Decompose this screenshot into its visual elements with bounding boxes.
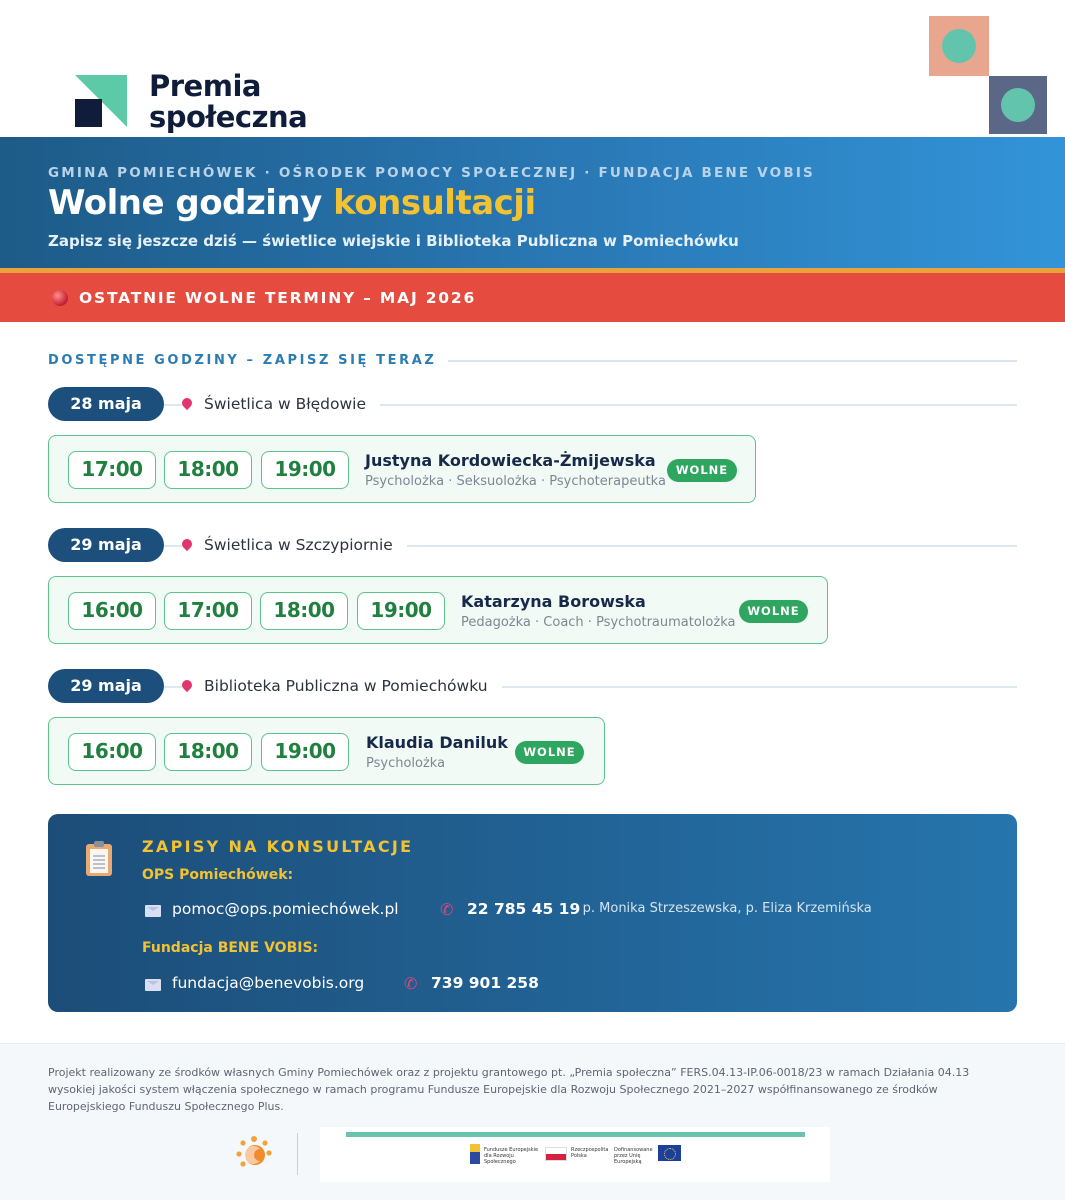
page-subtitle: Zapisz się jeszcze dziś — świetlice wiejskie i Biblioteka Publiczna w Pomiechówku	[48, 232, 739, 250]
registration-contact-box	[48, 814, 1017, 1012]
time-slot-button[interactable]: 16:00	[68, 733, 156, 771]
status-badge: WOLNE	[739, 600, 808, 623]
pin-icon	[180, 537, 194, 551]
consultation-card	[48, 717, 605, 785]
page-title	[48, 183, 536, 223]
location	[182, 669, 502, 703]
specialist-name: Katarzyna Borowska	[461, 592, 646, 611]
pin-icon	[180, 678, 194, 692]
time-slot-button[interactable]: 17:00	[164, 592, 252, 630]
clipboard-paper	[90, 849, 108, 873]
pl-flag-icon	[545, 1147, 567, 1161]
time-slot-button[interactable]: 19:00	[357, 592, 445, 630]
consultation-card	[48, 576, 828, 644]
clipboard-clip	[94, 841, 104, 847]
specialist-role: Psycholożka	[366, 756, 446, 771]
day-header	[48, 387, 1017, 421]
location	[182, 528, 407, 562]
status-badge: WOLNE	[515, 741, 584, 764]
eu-logo-text: Dofinansowane przez Unię Europejską	[614, 1147, 653, 1165]
consultation-card	[48, 435, 756, 503]
slots-heading-text: DOSTĘPNE GODZINY – ZAPISZ SIĘ TERAZ	[48, 353, 448, 368]
alert-bar	[0, 273, 1065, 322]
decorative-square-slate	[989, 76, 1047, 134]
ops-email-link[interactable]: pomoc@ops.pomiechówek.pl	[172, 900, 399, 918]
time-slot-button[interactable]: 17:00	[68, 451, 156, 489]
brand-line-2: społeczna	[149, 100, 308, 134]
ops-phone-link[interactable]: 22 785 45 19	[467, 900, 581, 918]
fundacja-label: Fundacja BENE VOBIS:	[142, 940, 319, 956]
time-slot-button[interactable]: 18:00	[260, 592, 348, 630]
phone-icon: ✆	[404, 974, 418, 993]
phone-icon: ✆	[440, 900, 454, 919]
day-header	[48, 528, 1017, 562]
fe-logo-text: Fundusze Europejskie dla Rozwoju Społecznego	[484, 1147, 539, 1165]
eu-strip-underline	[346, 1132, 805, 1137]
time-slot-button[interactable]: 19:00	[261, 451, 349, 489]
clipboard-icon	[86, 844, 112, 876]
specialist-role: Pedagożka · Coach · Psychotraumatolożka	[461, 615, 736, 630]
premia-logo-icon	[75, 75, 127, 127]
specialist-role: Psycholożka · Seksuolożka · Psychoterapeutka	[365, 474, 666, 489]
funding-note: Projekt realizowany ze środków własnych Gminy Pomiechówek oraz z projektu grantowego pt. „Premia społeczna” FERS.04.13-IP.06-0018/23 w ramach Działania 04.13 wysokiej jakości system włączenia społecznego w ramach programu Fundusze Europejskie dla Rozwoju Społecznego 2021–2027 współfinansowanego ze środków Europejskiego Funduszu Społecznego Plus.	[48, 1066, 970, 1113]
status-badge: WOLNE	[667, 459, 737, 482]
location	[182, 387, 380, 421]
brand-wordmark	[149, 71, 307, 133]
fundacja-email-link[interactable]: fundacja@benevobis.org	[172, 974, 365, 992]
organizers-line: GMINA POMIECHÓWEK · OŚRODEK POMOCY SPOŁECZNEJ · FUNDACJA BENE VOBIS	[48, 165, 815, 181]
footer-divider	[297, 1133, 298, 1175]
decorative-square-peach	[929, 16, 989, 76]
day-header	[48, 669, 1017, 703]
ops-label: OPS Pomiechówek:	[142, 867, 294, 883]
contact-title: ZAPISY NA KONSULTACJE	[142, 837, 414, 856]
pl-logo-text: Rzeczpospolita Polska	[571, 1147, 609, 1159]
time-slot-button[interactable]: 16:00	[68, 592, 156, 630]
envelope-icon	[145, 979, 161, 991]
time-slot-button[interactable]: 19:00	[261, 733, 349, 771]
fundacja-phone-link[interactable]: 739 901 258	[431, 974, 539, 992]
eu-flag-icon	[658, 1145, 681, 1161]
envelope-icon	[145, 905, 161, 917]
location-label: Biblioteka Publiczna w Pomiechówku	[204, 677, 488, 695]
alert-dot-icon	[52, 290, 68, 306]
date-pill: 29 maja	[48, 669, 164, 703]
specialist-name: Justyna Kordowiecka-Żmijewska	[365, 451, 656, 470]
time-slot-button[interactable]: 18:00	[164, 451, 252, 489]
specialist	[461, 592, 735, 630]
slots-section-heading	[48, 353, 1017, 371]
title-main: Wolne godziny	[48, 183, 334, 223]
sun-logo-icon	[234, 1133, 274, 1173]
specialist	[365, 451, 666, 489]
date-pill: 29 maja	[48, 528, 164, 562]
fe-logo-icon	[470, 1144, 480, 1164]
title-accent: konsultacji	[333, 183, 536, 223]
pin-icon	[180, 396, 194, 410]
decorative-dot	[1001, 88, 1035, 122]
date-pill: 28 maja	[48, 387, 164, 421]
footer	[0, 1043, 1065, 1200]
alert-text: OSTATNIE WOLNE TERMINY – MAJ 2026	[79, 289, 477, 307]
location-label: Świetlica w Szczypiornie	[204, 536, 393, 554]
location-label: Świetlica w Błędowie	[204, 395, 367, 413]
specialist	[366, 733, 508, 771]
decorative-dot	[942, 29, 976, 63]
ops-contact-persons: – p. Monika Strzeszewska, p. Eliza Krzemińska	[572, 901, 872, 916]
time-slot-button[interactable]: 18:00	[164, 733, 252, 771]
specialist-name: Klaudia Daniluk	[366, 733, 508, 752]
brand-line-1: Premia	[149, 69, 261, 103]
